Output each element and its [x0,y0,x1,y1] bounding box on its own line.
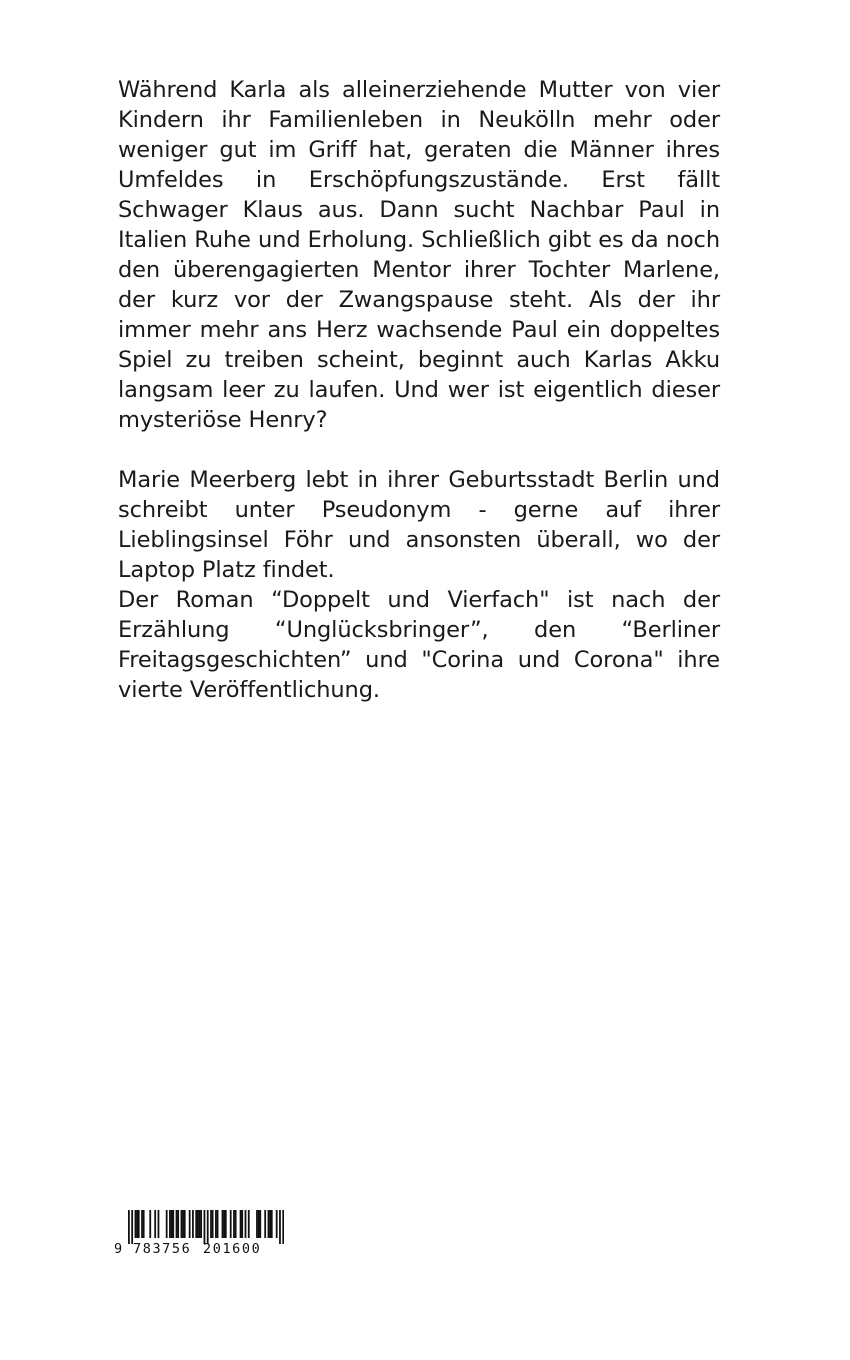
barcode-bar [248,1210,250,1238]
barcode-bar [223,1210,225,1238]
barcode-bar [200,1210,202,1238]
barcode-bar [269,1210,271,1238]
author-bio-paragraph-1: Marie Meerberg lebt in ihrer Geburtsstadt Berlin und schreibt unter Pseudonym - gerne auf ihrer Lieblingsinsel Föhr und ansonsten überall, wo der Laptop Platz findet. [118,467,720,583]
isbn-barcode [114,1210,286,1264]
barcode-bar [225,1210,227,1238]
barcode-bar [181,1210,183,1238]
barcode-bars [128,1210,284,1244]
barcode-bar [240,1210,242,1238]
isbn-left-group: 783756 [133,1241,192,1257]
barcode-bar [149,1210,151,1238]
barcode-bar [259,1210,261,1238]
barcode-bar [230,1210,232,1238]
barcode-bar [138,1210,140,1238]
barcode-bar [217,1210,219,1238]
barcode-bar [215,1210,217,1238]
barcode-bar [192,1210,194,1238]
barcode-bar [199,1210,201,1238]
barcode-bar [207,1210,209,1244]
barcode-bar [143,1210,145,1238]
barcode-bar [212,1210,214,1238]
barcode-bar [233,1210,235,1238]
barcode-bar [182,1210,184,1238]
barcode-bar [258,1210,260,1238]
barcode-bar [204,1210,206,1244]
barcode-bar [128,1210,130,1244]
barcode-bar [169,1210,171,1238]
barcode-bar [158,1210,160,1238]
barcode-bar [136,1210,138,1238]
barcode-bar [189,1210,191,1238]
barcode-bar [276,1210,278,1238]
barcode-bar [222,1210,224,1238]
barcode-bar [268,1210,270,1238]
blurb-paragraph: Während Karla als alleinerziehende Mutter von vier Kindern ihr Familienleben in Neukölln mehr oder weniger gut im Griff hat, geraten die Männer ihres Umfeldes in Erschöpfungszustände. Erst fällt Schwager Klaus aus. Dann sucht Nachbar Paul in Italien Ruhe und Erholung. Schließlich gibt es da noch den überengagierten Mentor ihrer Tochter Marlene, der kurz vor der Zwangspause steht. Als der ihr immer mehr ans Herz wachsende Paul ein doppeltes Spiel zu treiben scheint, beginnt auch Karlas Akku langsam leer zu laufen. Und wer ist eigentlich dieser mysteriöse Henry? [118,77,720,433]
barcode-bar [197,1210,199,1238]
isbn-first-digit: 9 [114,1241,124,1257]
barcode-bar [264,1210,266,1238]
barcode-bar [195,1210,197,1238]
barcode-bar [135,1210,137,1238]
barcode-bar [131,1210,133,1244]
barcode-bar [282,1210,284,1244]
barcode-bar [176,1210,178,1238]
barcode-bar [256,1210,258,1238]
barcode-bar [184,1210,186,1238]
barcode-bar [166,1210,168,1238]
author-bio-paragraph-2: Der Roman “Doppelt und Vierfach" ist nach der Erzählung “Unglücksbringer”, den “Berliner Freitagsgeschichten” und "Corina und Corona" ihre vierte Veröffentlichung. [118,587,720,703]
barcode-bar [171,1210,173,1238]
book-blurb [118,75,720,435]
barcode-bar [141,1210,143,1238]
barcode-bar [271,1210,273,1238]
isbn-right-group: 201600 [203,1241,262,1257]
barcode-bar [172,1210,174,1238]
barcode-bar [279,1210,281,1244]
author-bio [118,465,720,705]
barcode-bar [210,1210,212,1238]
barcode-bar [245,1210,247,1238]
barcode-bar [235,1210,237,1238]
barcode-bar [241,1210,243,1238]
barcode-bar [154,1210,156,1238]
barcode-bar [177,1210,179,1238]
